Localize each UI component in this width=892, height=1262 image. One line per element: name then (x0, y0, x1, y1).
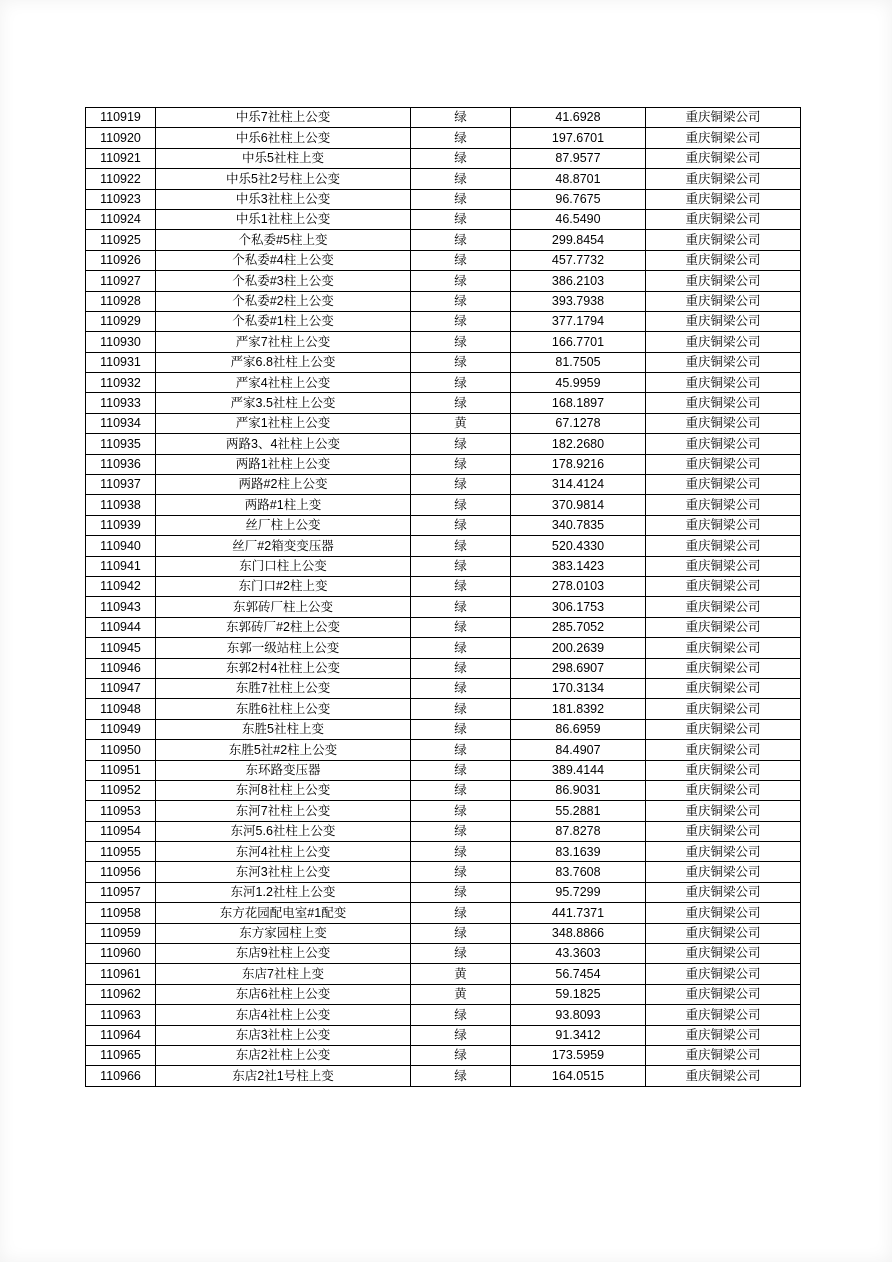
table-row (86, 699, 801, 719)
cell-status: 绿 (411, 1025, 511, 1045)
cell-id: 110940 (86, 536, 156, 556)
cell-status: 绿 (411, 903, 511, 923)
table-row (86, 495, 801, 515)
cell-id: 110919 (86, 108, 156, 128)
cell-company: 重庆铜梁公司 (646, 169, 801, 189)
cell-status: 绿 (411, 1066, 511, 1086)
cell-id: 110927 (86, 271, 156, 291)
cell-id: 110936 (86, 454, 156, 474)
cell-company: 重庆铜梁公司 (646, 597, 801, 617)
cell-value: 67.1278 (511, 413, 646, 433)
cell-name: 东店2社柱上公变 (156, 1045, 411, 1065)
table-row (86, 597, 801, 617)
cell-name: 东店6社柱上公变 (156, 984, 411, 1004)
table-row (86, 638, 801, 658)
cell-company: 重庆铜梁公司 (646, 332, 801, 352)
cell-status: 绿 (411, 801, 511, 821)
cell-status: 绿 (411, 189, 511, 209)
cell-value: 87.8278 (511, 821, 646, 841)
table-row (86, 454, 801, 474)
table-row (86, 373, 801, 393)
cell-status: 绿 (411, 597, 511, 617)
cell-value: 386.2103 (511, 271, 646, 291)
cell-name: 两路#2柱上公变 (156, 475, 411, 495)
cell-company: 重庆铜梁公司 (646, 373, 801, 393)
cell-name: 东河3社柱上公变 (156, 862, 411, 882)
cell-value: 84.4907 (511, 740, 646, 760)
cell-name: 东郭一级站柱上公变 (156, 638, 411, 658)
cell-id: 110951 (86, 760, 156, 780)
cell-id: 110952 (86, 780, 156, 800)
cell-company: 重庆铜梁公司 (646, 923, 801, 943)
table-row (86, 1066, 801, 1086)
cell-value: 166.7701 (511, 332, 646, 352)
cell-status: 绿 (411, 638, 511, 658)
cell-value: 95.7299 (511, 882, 646, 902)
cell-id: 110921 (86, 148, 156, 168)
cell-name: 丝厂柱上公变 (156, 515, 411, 535)
cell-company: 重庆铜梁公司 (646, 413, 801, 433)
cell-status: 绿 (411, 699, 511, 719)
cell-status: 绿 (411, 495, 511, 515)
cell-id: 110955 (86, 842, 156, 862)
cell-name: 东郭2村4社柱上公变 (156, 658, 411, 678)
transformer-table (85, 107, 801, 1087)
cell-id: 110964 (86, 1025, 156, 1045)
cell-id: 110963 (86, 1005, 156, 1025)
cell-name: 两路3、4社柱上公变 (156, 434, 411, 454)
cell-status: 绿 (411, 923, 511, 943)
table-row (86, 964, 801, 984)
cell-name: 中乐3社柱上公变 (156, 189, 411, 209)
cell-status: 绿 (411, 617, 511, 637)
table-row (86, 923, 801, 943)
cell-name: 个私委#4柱上公变 (156, 250, 411, 270)
cell-status: 绿 (411, 393, 511, 413)
cell-id: 110957 (86, 882, 156, 902)
cell-id: 110960 (86, 944, 156, 964)
cell-value: 86.6959 (511, 719, 646, 739)
cell-value: 43.3603 (511, 944, 646, 964)
table-row (86, 311, 801, 331)
cell-id: 110943 (86, 597, 156, 617)
cell-value: 181.8392 (511, 699, 646, 719)
cell-id: 110922 (86, 169, 156, 189)
cell-company: 重庆铜梁公司 (646, 658, 801, 678)
cell-name: 东门口#2柱上变 (156, 576, 411, 596)
table-row (86, 801, 801, 821)
cell-company: 重庆铜梁公司 (646, 699, 801, 719)
cell-status: 绿 (411, 108, 511, 128)
cell-status: 绿 (411, 209, 511, 229)
cell-name: 中乐5社柱上变 (156, 148, 411, 168)
cell-status: 绿 (411, 128, 511, 148)
table-row (86, 148, 801, 168)
cell-name: 东郭砖厂#2柱上公变 (156, 617, 411, 637)
cell-value: 348.8866 (511, 923, 646, 943)
cell-value: 59.1825 (511, 984, 646, 1004)
table-row (86, 291, 801, 311)
table-row (86, 515, 801, 535)
cell-company: 重庆铜梁公司 (646, 1025, 801, 1045)
cell-name: 严家1社柱上公变 (156, 413, 411, 433)
cell-company: 重庆铜梁公司 (646, 536, 801, 556)
cell-status: 绿 (411, 271, 511, 291)
cell-name: 东门口柱上公变 (156, 556, 411, 576)
cell-company: 重庆铜梁公司 (646, 760, 801, 780)
cell-company: 重庆铜梁公司 (646, 271, 801, 291)
cell-company: 重庆铜梁公司 (646, 984, 801, 1004)
table-row (86, 413, 801, 433)
cell-status: 绿 (411, 719, 511, 739)
cell-name: 东河7社柱上公变 (156, 801, 411, 821)
cell-id: 110926 (86, 250, 156, 270)
table-row (86, 903, 801, 923)
table-row (86, 393, 801, 413)
cell-company: 重庆铜梁公司 (646, 821, 801, 841)
cell-company: 重庆铜梁公司 (646, 1066, 801, 1086)
cell-status: 绿 (411, 842, 511, 862)
cell-name: 个私委#1柱上公变 (156, 311, 411, 331)
table-body (86, 108, 801, 1087)
cell-id: 110950 (86, 740, 156, 760)
cell-id: 110938 (86, 495, 156, 515)
cell-status: 黄 (411, 964, 511, 984)
cell-company: 重庆铜梁公司 (646, 903, 801, 923)
cell-value: 45.9959 (511, 373, 646, 393)
cell-value: 377.1794 (511, 311, 646, 331)
table-row (86, 1045, 801, 1065)
cell-status: 绿 (411, 536, 511, 556)
cell-status: 绿 (411, 862, 511, 882)
cell-value: 91.3412 (511, 1025, 646, 1045)
cell-value: 441.7371 (511, 903, 646, 923)
cell-name: 东胜5社#2柱上公变 (156, 740, 411, 760)
cell-status: 绿 (411, 944, 511, 964)
table-row (86, 128, 801, 148)
cell-company: 重庆铜梁公司 (646, 801, 801, 821)
cell-status: 绿 (411, 740, 511, 760)
cell-value: 83.7608 (511, 862, 646, 882)
cell-value: 46.5490 (511, 209, 646, 229)
cell-status: 绿 (411, 658, 511, 678)
cell-company: 重庆铜梁公司 (646, 1045, 801, 1065)
cell-value: 178.9216 (511, 454, 646, 474)
cell-company: 重庆铜梁公司 (646, 311, 801, 331)
cell-status: 黄 (411, 984, 511, 1004)
cell-status: 绿 (411, 678, 511, 698)
cell-company: 重庆铜梁公司 (646, 617, 801, 637)
cell-company: 重庆铜梁公司 (646, 740, 801, 760)
cell-status: 绿 (411, 332, 511, 352)
cell-company: 重庆铜梁公司 (646, 393, 801, 413)
table-row (86, 108, 801, 128)
cell-company: 重庆铜梁公司 (646, 475, 801, 495)
table-row (86, 576, 801, 596)
cell-company: 重庆铜梁公司 (646, 291, 801, 311)
cell-company: 重庆铜梁公司 (646, 454, 801, 474)
cell-value: 86.9031 (511, 780, 646, 800)
cell-value: 393.7938 (511, 291, 646, 311)
cell-name: 东郭砖厂柱上公变 (156, 597, 411, 617)
cell-id: 110939 (86, 515, 156, 535)
cell-company: 重庆铜梁公司 (646, 944, 801, 964)
table-row (86, 821, 801, 841)
cell-company: 重庆铜梁公司 (646, 1005, 801, 1025)
cell-value: 299.8454 (511, 230, 646, 250)
cell-value: 457.7732 (511, 250, 646, 270)
cell-name: 两路1社柱上公变 (156, 454, 411, 474)
cell-id: 110920 (86, 128, 156, 148)
cell-company: 重庆铜梁公司 (646, 719, 801, 739)
cell-company: 重庆铜梁公司 (646, 780, 801, 800)
cell-value: 520.4330 (511, 536, 646, 556)
table-row (86, 862, 801, 882)
cell-status: 绿 (411, 434, 511, 454)
table-row (86, 944, 801, 964)
table-row (86, 230, 801, 250)
cell-name: 东店2社1号柱上变 (156, 1066, 411, 1086)
cell-id: 110948 (86, 699, 156, 719)
cell-name: 东店3社柱上公变 (156, 1025, 411, 1045)
cell-name: 个私委#5柱上变 (156, 230, 411, 250)
cell-value: 56.7454 (511, 964, 646, 984)
table-row (86, 760, 801, 780)
cell-id: 110924 (86, 209, 156, 229)
cell-id: 110962 (86, 984, 156, 1004)
cell-id: 110933 (86, 393, 156, 413)
cell-value: 55.2881 (511, 801, 646, 821)
cell-value: 87.9577 (511, 148, 646, 168)
cell-id: 110961 (86, 964, 156, 984)
cell-value: 383.1423 (511, 556, 646, 576)
cell-id: 110945 (86, 638, 156, 658)
cell-status: 绿 (411, 148, 511, 168)
cell-value: 83.1639 (511, 842, 646, 862)
table-row (86, 984, 801, 1004)
cell-status: 绿 (411, 576, 511, 596)
cell-name: 中乐7社柱上公变 (156, 108, 411, 128)
table-row (86, 434, 801, 454)
cell-name: 东店4社柱上公变 (156, 1005, 411, 1025)
cell-status: 绿 (411, 169, 511, 189)
cell-value: 170.3134 (511, 678, 646, 698)
cell-company: 重庆铜梁公司 (646, 128, 801, 148)
table-row (86, 678, 801, 698)
cell-company: 重庆铜梁公司 (646, 108, 801, 128)
cell-value: 173.5959 (511, 1045, 646, 1065)
cell-status: 绿 (411, 230, 511, 250)
cell-company: 重庆铜梁公司 (646, 842, 801, 862)
cell-value: 285.7052 (511, 617, 646, 637)
cell-name: 严家6.8社柱上公变 (156, 352, 411, 372)
cell-company: 重庆铜梁公司 (646, 964, 801, 984)
cell-name: 东河8社柱上公变 (156, 780, 411, 800)
cell-id: 110923 (86, 189, 156, 209)
cell-status: 绿 (411, 1045, 511, 1065)
cell-name: 中乐6社柱上公变 (156, 128, 411, 148)
cell-id: 110946 (86, 658, 156, 678)
table-row (86, 780, 801, 800)
cell-name: 东店7社柱上变 (156, 964, 411, 984)
cell-id: 110949 (86, 719, 156, 739)
cell-company: 重庆铜梁公司 (646, 495, 801, 515)
cell-status: 绿 (411, 475, 511, 495)
cell-name: 东胜6社柱上公变 (156, 699, 411, 719)
cell-id: 110934 (86, 413, 156, 433)
cell-status: 绿 (411, 1005, 511, 1025)
table-row (86, 740, 801, 760)
cell-company: 重庆铜梁公司 (646, 556, 801, 576)
cell-name: 两路#1柱上变 (156, 495, 411, 515)
cell-company: 重庆铜梁公司 (646, 148, 801, 168)
cell-name: 东胜7社柱上公变 (156, 678, 411, 698)
cell-status: 绿 (411, 821, 511, 841)
table-row (86, 842, 801, 862)
cell-value: 197.6701 (511, 128, 646, 148)
cell-value: 164.0515 (511, 1066, 646, 1086)
cell-company: 重庆铜梁公司 (646, 678, 801, 698)
table-row (86, 332, 801, 352)
table-row (86, 352, 801, 372)
cell-status: 绿 (411, 882, 511, 902)
cell-status: 绿 (411, 373, 511, 393)
cell-status: 绿 (411, 291, 511, 311)
cell-company: 重庆铜梁公司 (646, 862, 801, 882)
cell-value: 200.2639 (511, 638, 646, 658)
cell-value: 182.2680 (511, 434, 646, 454)
cell-name: 东方花园配电室#1配变 (156, 903, 411, 923)
table-row (86, 556, 801, 576)
table-row (86, 617, 801, 637)
cell-company: 重庆铜梁公司 (646, 638, 801, 658)
cell-name: 东河4社柱上公变 (156, 842, 411, 862)
cell-value: 41.6928 (511, 108, 646, 128)
cell-id: 110944 (86, 617, 156, 637)
cell-name: 东方家园柱上变 (156, 923, 411, 943)
cell-company: 重庆铜梁公司 (646, 250, 801, 270)
cell-status: 绿 (411, 352, 511, 372)
cell-value: 168.1897 (511, 393, 646, 413)
cell-value: 340.7835 (511, 515, 646, 535)
cell-value: 96.7675 (511, 189, 646, 209)
table-row (86, 719, 801, 739)
cell-name: 个私委#2柱上公变 (156, 291, 411, 311)
cell-status: 绿 (411, 780, 511, 800)
table-row (86, 1005, 801, 1025)
cell-company: 重庆铜梁公司 (646, 515, 801, 535)
cell-id: 110966 (86, 1066, 156, 1086)
cell-name: 中乐5社2号柱上公变 (156, 169, 411, 189)
cell-id: 110942 (86, 576, 156, 596)
cell-id: 110925 (86, 230, 156, 250)
cell-company: 重庆铜梁公司 (646, 230, 801, 250)
cell-id: 110929 (86, 311, 156, 331)
cell-name: 东环路变压器 (156, 760, 411, 780)
cell-company: 重庆铜梁公司 (646, 189, 801, 209)
cell-status: 绿 (411, 454, 511, 474)
cell-value: 81.7505 (511, 352, 646, 372)
cell-name: 中乐1社柱上公变 (156, 209, 411, 229)
table-row (86, 209, 801, 229)
cell-value: 93.8093 (511, 1005, 646, 1025)
cell-id: 110928 (86, 291, 156, 311)
table-row (86, 250, 801, 270)
cell-id: 110958 (86, 903, 156, 923)
cell-value: 298.6907 (511, 658, 646, 678)
table-row (86, 882, 801, 902)
cell-company: 重庆铜梁公司 (646, 576, 801, 596)
cell-id: 110954 (86, 821, 156, 841)
cell-company: 重庆铜梁公司 (646, 352, 801, 372)
cell-id: 110937 (86, 475, 156, 495)
cell-value: 370.9814 (511, 495, 646, 515)
table-row (86, 658, 801, 678)
cell-id: 110930 (86, 332, 156, 352)
cell-company: 重庆铜梁公司 (646, 434, 801, 454)
cell-name: 东店9社柱上公变 (156, 944, 411, 964)
cell-value: 48.8701 (511, 169, 646, 189)
cell-company: 重庆铜梁公司 (646, 882, 801, 902)
cell-id: 110959 (86, 923, 156, 943)
cell-name: 东胜5社柱上变 (156, 719, 411, 739)
table-row (86, 189, 801, 209)
table-row (86, 475, 801, 495)
table-row (86, 169, 801, 189)
cell-id: 110956 (86, 862, 156, 882)
cell-value: 278.0103 (511, 576, 646, 596)
cell-status: 绿 (411, 311, 511, 331)
cell-company: 重庆铜梁公司 (646, 209, 801, 229)
cell-value: 306.1753 (511, 597, 646, 617)
cell-name: 东河1.2社柱上公变 (156, 882, 411, 902)
table-row (86, 271, 801, 291)
cell-status: 绿 (411, 250, 511, 270)
cell-status: 绿 (411, 515, 511, 535)
cell-value: 389.4144 (511, 760, 646, 780)
cell-status: 绿 (411, 556, 511, 576)
table-row (86, 1025, 801, 1045)
cell-status: 绿 (411, 760, 511, 780)
cell-id: 110953 (86, 801, 156, 821)
cell-id: 110965 (86, 1045, 156, 1065)
cell-status: 黄 (411, 413, 511, 433)
cell-id: 110947 (86, 678, 156, 698)
cell-id: 110941 (86, 556, 156, 576)
cell-name: 严家7社柱上公变 (156, 332, 411, 352)
cell-name: 丝厂#2箱变变压器 (156, 536, 411, 556)
cell-name: 东河5.6社柱上公变 (156, 821, 411, 841)
cell-id: 110935 (86, 434, 156, 454)
cell-name: 严家3.5社柱上公变 (156, 393, 411, 413)
cell-name: 严家4社柱上公变 (156, 373, 411, 393)
cell-value: 314.4124 (511, 475, 646, 495)
cell-id: 110931 (86, 352, 156, 372)
cell-id: 110932 (86, 373, 156, 393)
cell-name: 个私委#3柱上公变 (156, 271, 411, 291)
table-row (86, 536, 801, 556)
